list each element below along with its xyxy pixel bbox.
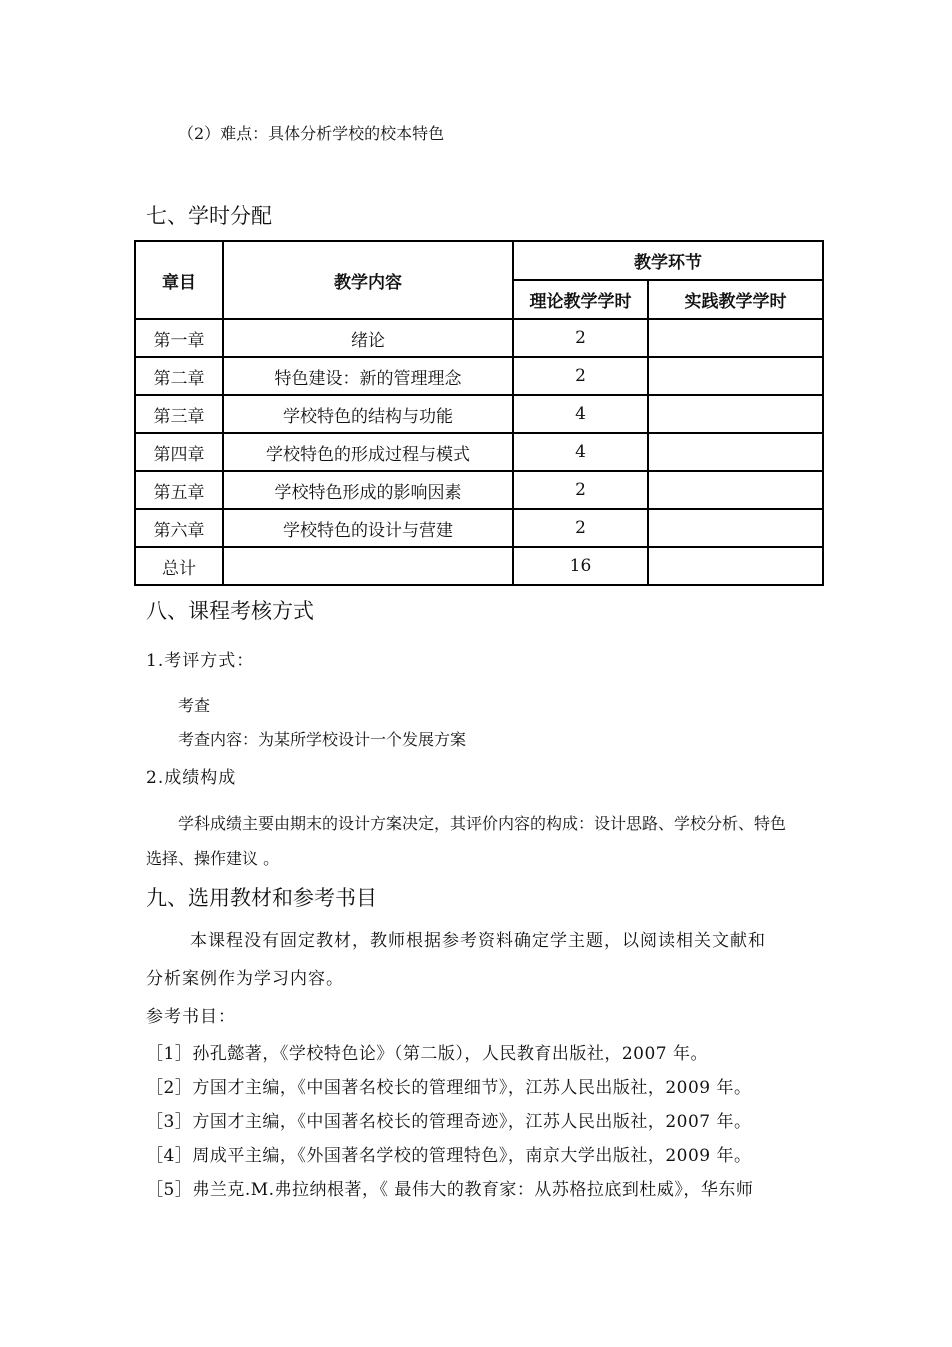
cell-chapter: 第五章 (135, 471, 223, 509)
hours-table (134, 240, 824, 586)
textbook-intro-line-2: 分析案例作为学习内容。 (146, 969, 344, 989)
cell-practice (648, 395, 823, 433)
assessment-method: 考查 (178, 696, 211, 715)
reference-item: ［5］弗兰克.M.弗拉纳根著，《 最伟大的教育家：从苏格拉底到杜威》，华东师 (146, 1180, 754, 1200)
cell-theory: 2 (513, 319, 648, 357)
cell-content: 绪论 (223, 319, 513, 357)
cell-theory: 2 (513, 471, 648, 509)
cell-chapter: 第二章 (135, 357, 223, 395)
section-7-heading: 七、学时分配 (146, 204, 272, 228)
assessment-method-label: 1.考评方式： (146, 651, 255, 671)
header-theory-hours: 理论教学学时 (513, 280, 648, 319)
assessment-content: 考查内容：为某所学校设计一个发展方案 (178, 730, 467, 749)
reference-item: ［4］周成平主编，《外国著名学校的管理特色》，南京大学出版社，2009 年。 (146, 1146, 752, 1166)
table-row (135, 433, 823, 471)
table-row (135, 509, 823, 547)
textbook-intro-line-1: 本课程没有固定教材，教师根据参考资料确定学主题，以阅读相关文献和 (190, 931, 766, 951)
cell-theory: 2 (513, 509, 648, 547)
cell-practice (648, 357, 823, 395)
section-8-heading: 八、课程考核方式 (146, 599, 314, 623)
cell-content: 学校特色的设计与营建 (223, 509, 513, 547)
reference-item: ［3］方国才主编，《中国著名校长的管理奇迹》，江苏人民出版社，2007 年。 (146, 1112, 752, 1132)
table-total-row (135, 547, 823, 585)
reference-item: ［2］方国才主编，《中国著名校长的管理细节》，江苏人民出版社，2009 年。 (146, 1078, 752, 1098)
table-header-row (135, 241, 823, 280)
header-practice-hours: 实践教学学时 (648, 280, 823, 319)
table-row (135, 357, 823, 395)
cell-practice (648, 471, 823, 509)
cell-chapter: 第四章 (135, 433, 223, 471)
cell-chapter: 第六章 (135, 509, 223, 547)
header-content: 教学内容 (223, 241, 513, 319)
difficulty-line: （2）难点：具体分析学校的校本特色 (178, 124, 445, 143)
cell-theory: 2 (513, 357, 648, 395)
grade-text-line-1: 学科成绩主要由期末的设计方案决定，其评价内容的构成：设计思路、学校分析、特色 (178, 814, 787, 833)
cell-content (223, 547, 513, 585)
cell-content: 学校特色形成的影响因素 (223, 471, 513, 509)
cell-practice (648, 509, 823, 547)
cell-practice (648, 547, 823, 585)
cell-content: 特色建设：新的管理理念 (223, 357, 513, 395)
reference-item: ［1］孙孔懿著，《学校特色论》（第二版），人民教育出版社，2007 年。 (146, 1044, 708, 1064)
table-row (135, 471, 823, 509)
cell-theory: 4 (513, 395, 648, 433)
section-9-heading: 九、选用教材和参考书目 (146, 886, 377, 910)
cell-chapter: 第三章 (135, 395, 223, 433)
cell-chapter: 第一章 (135, 319, 223, 357)
cell-practice (648, 319, 823, 357)
references-label: 参考书目： (146, 1007, 236, 1027)
header-teaching-stage: 教学环节 (513, 241, 823, 280)
cell-content: 学校特色的形成过程与模式 (223, 433, 513, 471)
cell-theory: 4 (513, 433, 648, 471)
grade-composition-label: 2.成绩构成 (146, 768, 237, 788)
cell-content: 学校特色的结构与功能 (223, 395, 513, 433)
cell-total-label: 总计 (135, 547, 223, 585)
grade-text-line-2: 选择、操作建议 。 (146, 849, 280, 868)
table-row (135, 395, 823, 433)
cell-total-theory: 16 (513, 547, 648, 585)
table-row (135, 319, 823, 357)
cell-practice (648, 433, 823, 471)
header-chapter: 章目 (135, 241, 223, 319)
